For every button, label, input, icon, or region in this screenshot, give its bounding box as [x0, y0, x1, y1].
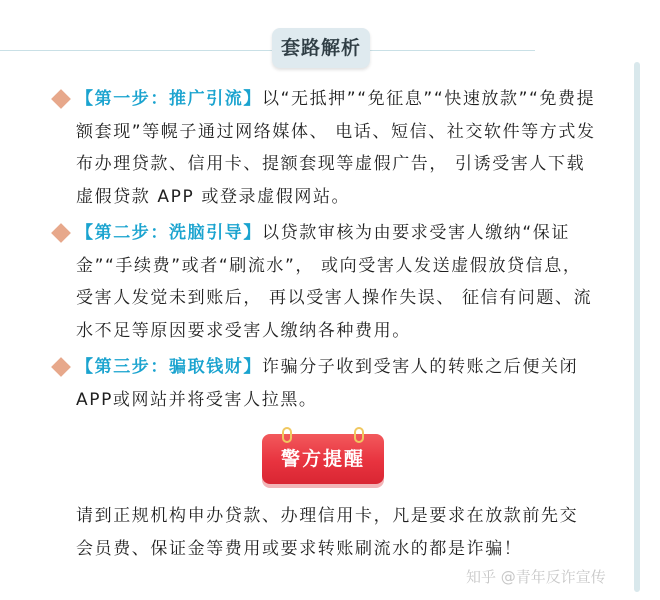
header-divider-line: [0, 50, 535, 51]
step-3-text: 诈骗分子收到受害人的转账之后便关闭APP或网站并将受害人拉黑。: [76, 357, 579, 410]
binder-ring-icon: [354, 427, 364, 443]
watermark-text: 知乎 @青年反诈宣传: [466, 568, 606, 586]
step-1-label: 【第一步：推广引流】: [76, 89, 262, 109]
step-3-bullet-icon: [51, 357, 71, 377]
right-side-bar: [634, 62, 640, 592]
step-1-bullet-icon: [51, 89, 71, 109]
warning-conclusion-text: 请到正规机构申办贷款、办理信用卡，凡是要求在放款前先交会员费、保证金等费用或要求转账刷流水的都是诈骗！: [76, 506, 579, 559]
step-1-text: 以“无抵押”“免征息”“快速放款”“免费提额套现”等幌子通过网络媒体、 电话、短信、社交软件等方式发布办理贷款、信用卡、提额套现等虚假广告， 引诱受害人下载虚假贷款 APP 或登录虚假网站。: [76, 89, 596, 207]
step-1-paragraph: [76, 83, 596, 213]
warning-title: 警方提醒: [280, 448, 365, 470]
step-2-bullet-icon: [51, 223, 71, 243]
step-2-label: 【第二步：洗脑引导】: [76, 223, 262, 243]
section-title-badge: 套路解析: [272, 28, 370, 68]
step-3-label: 【第三步：骗取钱财】: [76, 357, 262, 377]
step-2-text: 以贷款审核为由要求受害人缴纳“保证金”“手续费”或者“刷流水”， 或向受害人发送虚假放贷信息， 受害人发觉未到账后， 再以受害人操作失误、 征信有问题、流水不足等原因要求受害人缴纳各种费用。: [76, 223, 593, 341]
police-warning-badge: [262, 434, 384, 484]
binder-ring-icon: [282, 427, 292, 443]
step-3-paragraph: [76, 351, 596, 416]
step-2-paragraph: [76, 217, 596, 347]
